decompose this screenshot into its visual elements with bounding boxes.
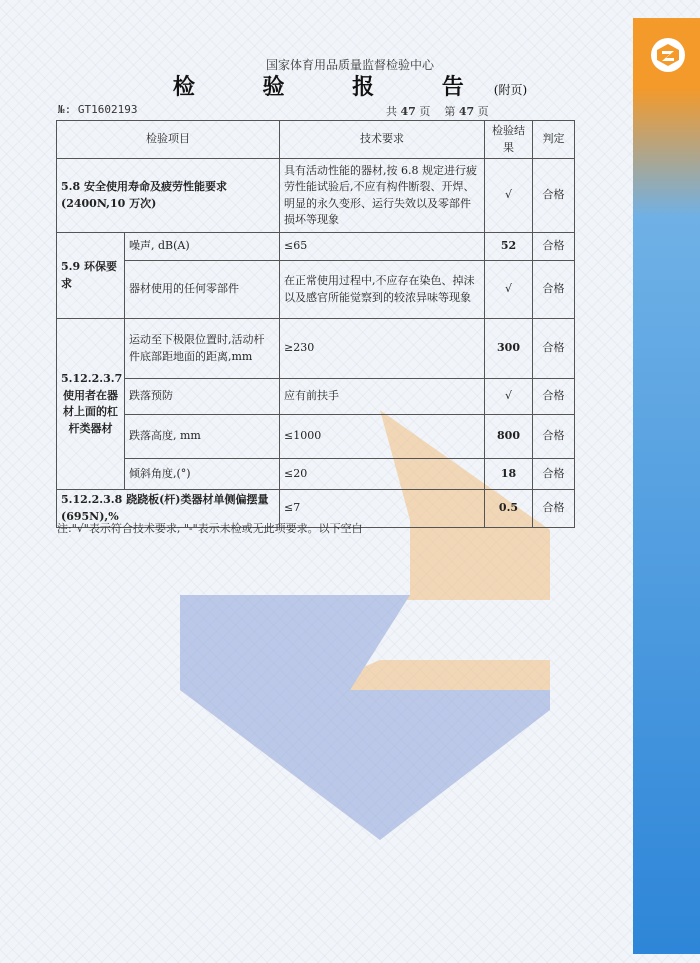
table-row <box>57 233 575 261</box>
requirement-cell: 具有活动性能的器材,按 6.8 规定进行疲劳性能试验后,不应有构件断裂、开焊、明显的永久变形、运行失效以及零部件损坏等现象 <box>280 159 485 233</box>
table-row <box>57 159 575 233</box>
group-cell: 5.12.2.3.7 使用者在器材上面的杠杆类器材 <box>57 319 125 490</box>
table-row <box>57 415 575 459</box>
footnote: 注:"√"表示符合技术要求, "-"表示未检或无此项要求。以下空白 <box>57 522 363 535</box>
item-cell: 跌落高度, mm <box>125 415 280 459</box>
title-subtitle: (附页) <box>493 83 528 97</box>
item-cell: 倾斜角度,(°) <box>125 459 280 490</box>
group-cell: 5.9 环保要求 <box>57 233 125 319</box>
item-cell: 跌落预防 <box>125 379 280 415</box>
requirement-cell: 应有前扶手 <box>280 379 485 415</box>
verdict-cell: 合格 <box>533 415 575 459</box>
requirement-cell: ≤7 <box>280 490 485 528</box>
result-cell: √ <box>485 261 533 319</box>
header-item: 检验项目 <box>57 121 280 159</box>
verdict-cell: 合格 <box>533 379 575 415</box>
header-result: 检验结果 <box>485 121 533 159</box>
header-requirement: 技术要求 <box>280 121 485 159</box>
report-title: 检 验 报 告(附页) <box>172 74 528 100</box>
verdict-cell: 合格 <box>533 261 575 319</box>
verdict-cell: 合格 <box>533 233 575 261</box>
requirement-cell: 在正常使用过程中,不应存在染色、掉沫以及感官所能觉察到的较浓异味等现象 <box>280 261 485 319</box>
item-cell: 噪声, dB(A) <box>125 233 280 261</box>
table-row <box>57 319 575 379</box>
requirement-cell: ≤65 <box>280 233 485 261</box>
verdict-cell: 合格 <box>533 319 575 379</box>
result-cell: 800 <box>485 415 533 459</box>
result-cell: 300 <box>485 319 533 379</box>
header-verdict: 判定 <box>533 121 575 159</box>
requirement-cell: ≥230 <box>280 319 485 379</box>
org-name: 国家体育用品质量监督检验中心 <box>265 58 434 72</box>
verdict-cell: 合格 <box>533 490 575 528</box>
result-cell: 0.5 <box>485 490 533 528</box>
requirement-cell: ≤1000 <box>280 415 485 459</box>
result-cell: √ <box>485 379 533 415</box>
table-row <box>57 379 575 415</box>
item-cell: 器材使用的任何零部件 <box>125 261 280 319</box>
requirement-cell: ≤20 <box>280 459 485 490</box>
item-cell: 5.8 安全使用寿命及疲劳性能要求 (2400N,10 万次) <box>57 159 280 233</box>
report-number: №: GT1602193 <box>58 103 138 116</box>
table-header-row <box>57 121 575 159</box>
item-cell: 5.12.2.3.8 跷跷板(杆)类器材单侧偏摆量(695N),% <box>57 490 280 528</box>
verdict-cell: 合格 <box>533 159 575 233</box>
result-cell: 52 <box>485 233 533 261</box>
right-color-band <box>633 18 700 954</box>
result-cell: √ <box>485 159 533 233</box>
item-cell: 运动至下极限位置时,活动杆件底部距地面的距离,mm <box>125 319 280 379</box>
inspection-table <box>56 120 575 528</box>
result-cell: 18 <box>485 459 533 490</box>
table-row <box>57 459 575 490</box>
page-info: 共 47 页 第 47 页 <box>386 105 489 118</box>
verdict-cell: 合格 <box>533 459 575 490</box>
table-row <box>57 261 575 319</box>
